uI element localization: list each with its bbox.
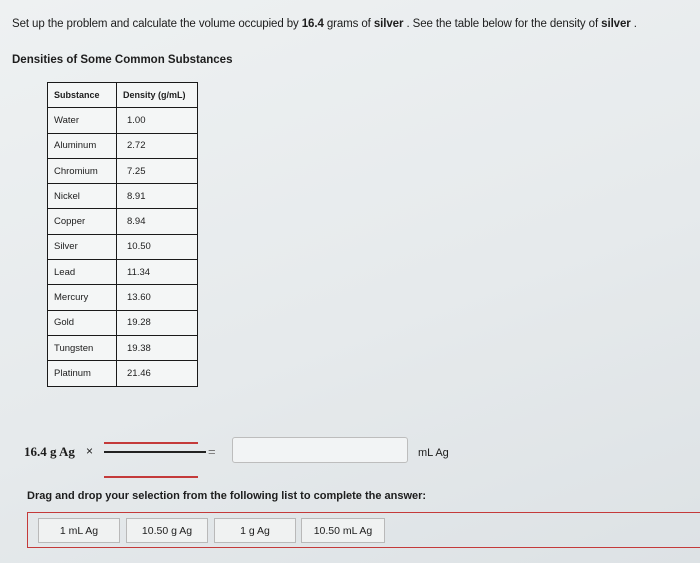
fraction-bar — [104, 451, 206, 453]
substance-cell: Aluminum — [48, 133, 117, 158]
substance-cell: Nickel — [48, 184, 117, 209]
table-row — [48, 184, 198, 209]
prompt-text-3: . See the table below for the density of — [403, 18, 602, 30]
table-row — [48, 158, 198, 183]
column-header-density: Density (g/mL) — [117, 83, 198, 108]
table-row — [48, 260, 198, 285]
given-quantity: 16.4 g Ag — [24, 444, 75, 459]
prompt-mass: 16.4 — [301, 18, 324, 30]
density-cell: 21.46 — [117, 361, 198, 386]
density-cell: 8.91 — [117, 184, 198, 209]
multiply-sign: × — [86, 444, 94, 458]
table-header-row — [48, 83, 198, 108]
substance-cell: Gold — [48, 310, 117, 335]
substance-cell: Silver — [48, 234, 117, 259]
substance-cell: Lead — [48, 260, 117, 285]
density-cell: 19.28 — [117, 310, 198, 335]
denominator-drop-target[interactable] — [104, 476, 198, 478]
density-cell: 8.94 — [117, 209, 198, 234]
density-table — [47, 82, 198, 387]
prompt-text-2: grams of — [323, 18, 374, 30]
density-cell: 7.25 — [117, 158, 198, 183]
answer-input[interactable] — [232, 437, 408, 463]
density-cell: 11.34 — [117, 260, 198, 285]
table-row — [48, 335, 198, 360]
density-cell: 10.50 — [117, 234, 198, 259]
prompt-substance-2: silver — [601, 18, 631, 30]
numerator-drop-target[interactable] — [104, 442, 198, 444]
density-cell: 1.00 — [117, 108, 198, 133]
table-row — [48, 209, 198, 234]
substance-cell: Platinum — [48, 361, 117, 386]
prompt-text-1: Set up the problem and calculate the volume occupied by — [12, 18, 302, 30]
tile-1-ml-ag[interactable]: 1 mL Ag — [38, 518, 120, 543]
prompt-text-4: . — [630, 18, 637, 30]
density-cell: 13.60 — [117, 285, 198, 310]
tile-10-50-ml-ag[interactable]: 10.50 mL Ag — [301, 518, 385, 543]
table-row — [48, 133, 198, 158]
equals-sign: = — [208, 444, 216, 459]
tile-10-50-g-ag[interactable]: 10.50 g Ag — [126, 518, 208, 543]
tile-1-g-ag[interactable]: 1 g Ag — [214, 518, 296, 543]
problem-prompt — [12, 18, 637, 30]
table-title: Densities of Some Common Substances — [12, 54, 233, 66]
answer-unit: mL Ag — [418, 447, 449, 459]
substance-cell: Tungsten — [48, 335, 117, 360]
drag-instructions: Drag and drop your selection from the following list to complete the answer: — [27, 490, 427, 502]
table-row — [48, 285, 198, 310]
table-row — [48, 108, 198, 133]
table-row — [48, 361, 198, 386]
substance-cell: Copper — [48, 209, 117, 234]
density-cell: 19.38 — [117, 335, 198, 360]
substance-cell: Mercury — [48, 285, 117, 310]
substance-cell: Water — [48, 108, 117, 133]
table-row — [48, 234, 198, 259]
table-row — [48, 310, 198, 335]
density-cell: 2.72 — [117, 133, 198, 158]
prompt-substance: silver — [373, 18, 404, 30]
substance-cell: Chromium — [48, 158, 117, 183]
column-header-substance: Substance — [48, 83, 117, 108]
